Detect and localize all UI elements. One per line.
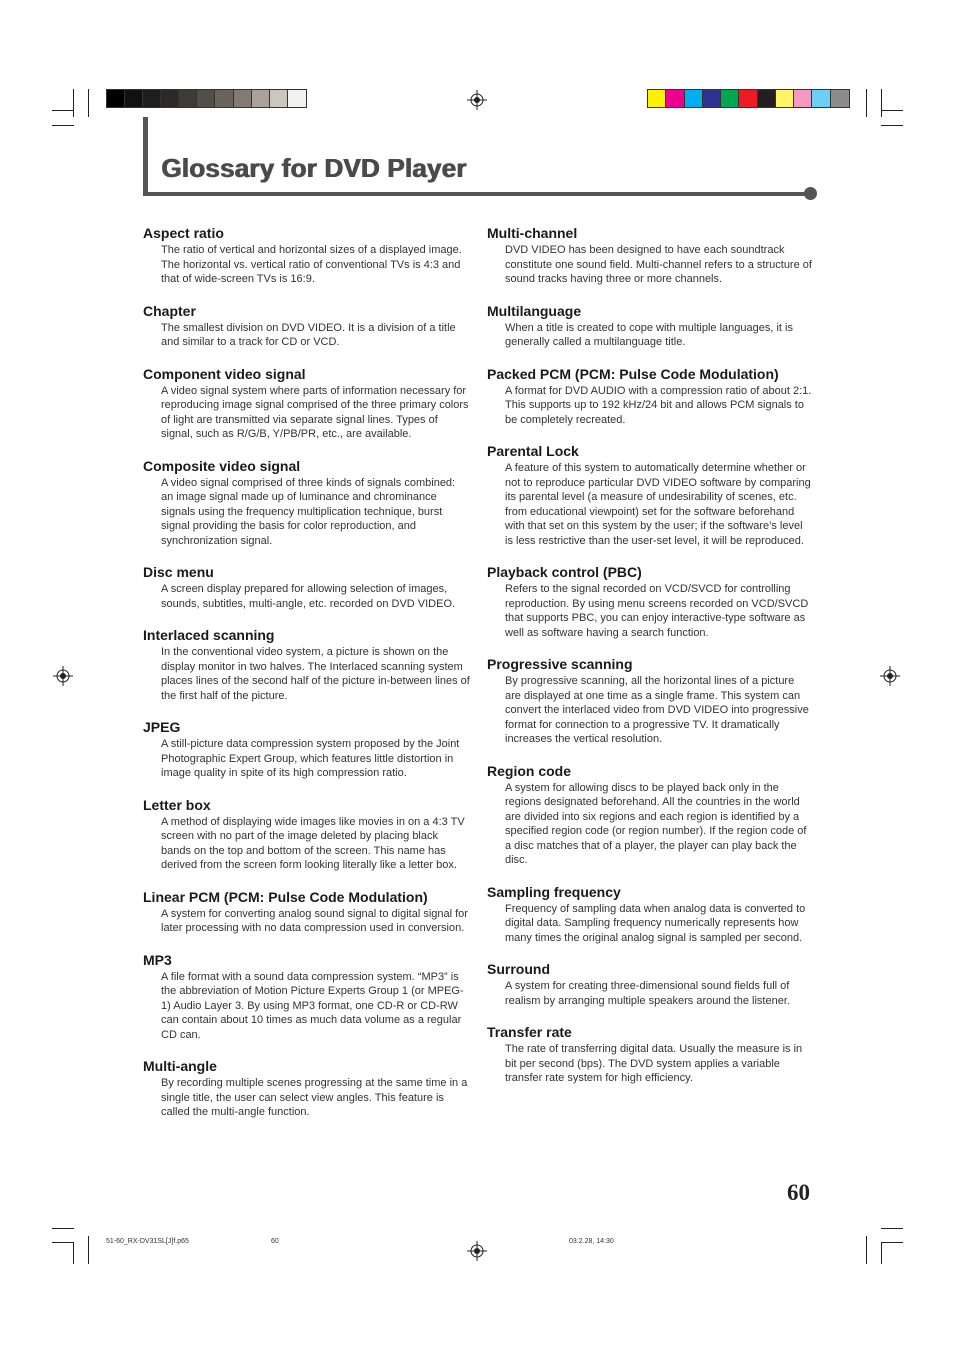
glossary-term: Multi-channel [487,225,578,241]
color-swatch [179,90,197,107]
crop-mark-icon [88,1236,89,1264]
crop-mark-icon [866,1236,867,1264]
glossary-entry [143,457,470,549]
glossary-definition: The rate of transferring digital data. Usually the measure is in bit per second (bps). The DVD system applies a variable transfer rate system for high efficiency. [505,1043,803,1084]
glossary-definition: By progressive scanning, all the horizontal lines of a picture are displayed at one time as a single frame. This system can convert the interlaced video from DVD VIDEO into progressive format for connection to a progressive TV. It dramatically increases the vertical resolution. [505,675,809,745]
color-bar [647,89,850,108]
crop-mark-icon [881,110,903,111]
color-swatch [831,90,849,107]
page-number: 60 [787,1180,810,1205]
glossary-entry [143,951,470,1043]
glossary-term: Composite video signal [143,457,301,474]
glossary-definition: Frequency of sampling data when analog data is converted to digital data. Sampling frequency numerically represents how many times the original analog signal is sampled per second. [505,902,806,944]
crop-mark-icon [52,110,74,111]
color-swatch [143,90,161,107]
crop-mark-icon [881,125,903,126]
glossary-entry [143,718,470,781]
glossary-entry [143,302,470,350]
registration-mark-icon [467,90,487,110]
color-swatch [703,90,721,107]
glossary-left-column [143,224,470,1120]
crop-mark-icon [881,1228,903,1229]
crop-mark-icon [52,1228,74,1229]
glossary-entry [143,563,470,611]
glossary-term: Sampling frequency [487,883,621,900]
glossary-term: Multi-angle [143,1058,217,1074]
glossary-term: Playback control (PBC) [487,564,642,580]
color-swatch [721,90,739,107]
crop-mark-icon [866,89,867,117]
glossary-entry [487,563,813,640]
glossary-term: Aspect ratio [143,225,224,241]
glossary-term: Multilanguage [487,302,582,319]
color-swatch [197,90,215,107]
color-swatch [648,90,666,107]
page-title: Glossary for DVD Player [161,153,467,183]
glossary-definition: A system for creating three-dimensional sound fields full of realism by arranging multiple speakers around the listener. [505,980,790,1007]
glossary-entry [487,762,813,868]
glossary-term: JPEG [143,719,181,735]
footer-page: 60 [271,1238,279,1245]
glossary-definition: A system for converting analog sound signal to digital signal for later processing with no data compression used in conversion. [161,907,468,934]
glossary-definition: The smallest division on DVD VIDEO. It is a division of a title and similar to a track for CD or VCD. [161,321,456,348]
glossary-term: Linear PCM (PCM: Pulse Code Modulation) [143,888,428,905]
glossary-definition: A format for DVD AUDIO with a compression ratio of about 2:1. This supports up to 192 kHz/24 bit and allows PCM signals to be completely recreated. [505,384,812,426]
glossary-entry [487,883,813,946]
glossary-definition: A screen display prepared for allowing selection of images, sounds, subtitles, multi-angle, etc. recorded on DVD VIDEO. [161,583,456,610]
glossary-definition: The ratio of vertical and horizontal sizes of a displayed image. The horizontal vs. vertical ratio of conventional TVs is 4:3 and that of wide-screen TVs is 16:9. [161,244,462,285]
color-swatch [270,90,288,107]
crop-mark-icon [52,125,74,126]
glossary-definition: A system for allowing discs to be played back only in the regions designated beforehand. All the countries in the world are divided into six regions and each region is identified by a specified region code (or region number). If the region code of a disc matches that of a player, the player can play back the disc. [505,781,807,866]
glossary-entry [487,655,813,747]
color-swatch [758,90,776,107]
crop-mark-icon [881,89,882,117]
glossary-term: MP3 [143,951,172,968]
glossary-definition: A method of displaying wide images like movies in on a 4:3 TV screen with no part of the image deleted by placing black bands on the top and bottom of the screen. This name has derived from the screen form looking literally like a letter box. [161,815,465,871]
glossary-entry [143,888,470,936]
title-rule-end-dot [804,187,817,200]
glossary-entry [143,626,470,703]
glossary-definition: In the conventional video system, a picture is shown on the display monitor in two halves. The Interlaced scanning system places lines of the second half of the picture in-between lines of the first half of the picture. [161,646,470,702]
crop-mark-icon [73,89,74,117]
color-swatch [776,90,794,107]
glossary-definition: When a title is created to cope with multiple languages, it is generally called a multilanguage title. [505,321,793,348]
color-swatch [107,90,125,107]
glossary-definition: By recording multiple scenes progressing at the same time in a single title, the user can select view angles. This feature is called the multi-angle function. [161,1077,468,1118]
glossary-definition: A still-picture data compression system proposed by the Joint Photographic Expert Group, which features little distortion in image quality in spite of its high compression ratio. [161,738,460,779]
glossary-term: Parental Lock [487,443,579,459]
color-swatch [234,90,252,107]
glossary-definition: A video signal comprised of three kinds of signals combined: an image signal made up of luminance and chrominance signals using the frequency multiplication technique, burst signal providing the basis for color reproduction, and synchronization signal. [161,476,456,547]
color-swatch [739,90,757,107]
glossary-entry [487,302,813,350]
glossary-definition: A video signal system where parts of information necessary for reproducing image signal comprised of the three primary colors of light are transmitted via separate signal lines. Types of signal, such as R/G/B, Y/PB/PR, etc., are available. [161,384,469,440]
color-swatch [125,90,143,107]
crop-mark-icon [52,1242,74,1243]
title-horizontal-rule [143,192,811,196]
crop-mark-icon [881,1242,882,1264]
color-swatch [252,90,270,107]
glossary-term: Surround [487,961,550,977]
registration-mark-icon [467,1241,487,1261]
registration-mark-icon [53,666,73,686]
glossary-entry [487,442,813,548]
gray-scale-bar [106,89,307,108]
glossary-term: Transfer rate [487,1024,572,1040]
glossary-definition: DVD VIDEO has been designed to have each soundtrack constitute one sound field. Multi-channel refers to a structure of sound tracks having three or more channels. [505,244,812,285]
glossary-term: Region code [487,762,572,779]
glossary-definition: A feature of this system to automatically determine whether or not to reproduce particular DVD VIDEO software by comparing its parental level (a measure of undesirability of scenes, etc. from educational viewpoint) set for the software beforehand with that set on this system by the user; if the software’s level is less restrictive than the user-set level, it will be reproduced. [505,462,811,547]
registration-mark-icon [880,666,900,686]
glossary-entry [487,224,813,287]
glossary-term: Interlaced scanning [143,627,275,643]
color-swatch [215,90,233,107]
glossary-term: Disc menu [143,564,214,580]
glossary-entry [487,960,813,1008]
color-swatch [794,90,812,107]
color-swatch [685,90,703,107]
title-vertical-rule [143,117,148,196]
glossary-term: Progressive scanning [487,656,633,672]
crop-mark-icon [881,1242,903,1243]
color-swatch [812,90,830,107]
footer-date: 03.2.28, 14:30 [569,1238,614,1245]
glossary-entry [143,1057,470,1120]
glossary-term: Component video signal [143,365,306,382]
color-swatch [666,90,684,107]
glossary-term: Letter box [143,796,211,813]
footer-file-name: 51-60_RX-DV31SL[J]f.p65 [106,1238,189,1245]
glossary-definition: A file format with a sound data compression system. “MP3” is the abbreviation of Motion Picture Experts Group 1 (or MPEG-1) Audio Layer 3. By using MP3 format, one CD-R or CD-RW can contain about 10 times as much data volume as a regular CD can. [161,970,464,1041]
glossary-definition: Refers to the signal recorded on VCD/SVCD for controlling reproduction. By using menu screens recorded on VCD/SVCD that supports PBC, you can enjoy interactive-type software as well as software having a search function. [505,583,809,639]
glossary-entry [143,224,470,287]
glossary-right-column [487,224,813,1086]
crop-mark-icon [88,89,89,117]
glossary-entry [487,1023,813,1086]
crop-mark-icon [73,1242,74,1264]
glossary-entry [487,365,813,428]
glossary-entry [143,365,470,442]
glossary-term: Packed PCM (PCM: Pulse Code Modulation) [487,365,779,382]
color-swatch [161,90,179,107]
glossary-term: Chapter [143,302,196,319]
color-swatch [288,90,306,107]
glossary-entry [143,796,470,873]
